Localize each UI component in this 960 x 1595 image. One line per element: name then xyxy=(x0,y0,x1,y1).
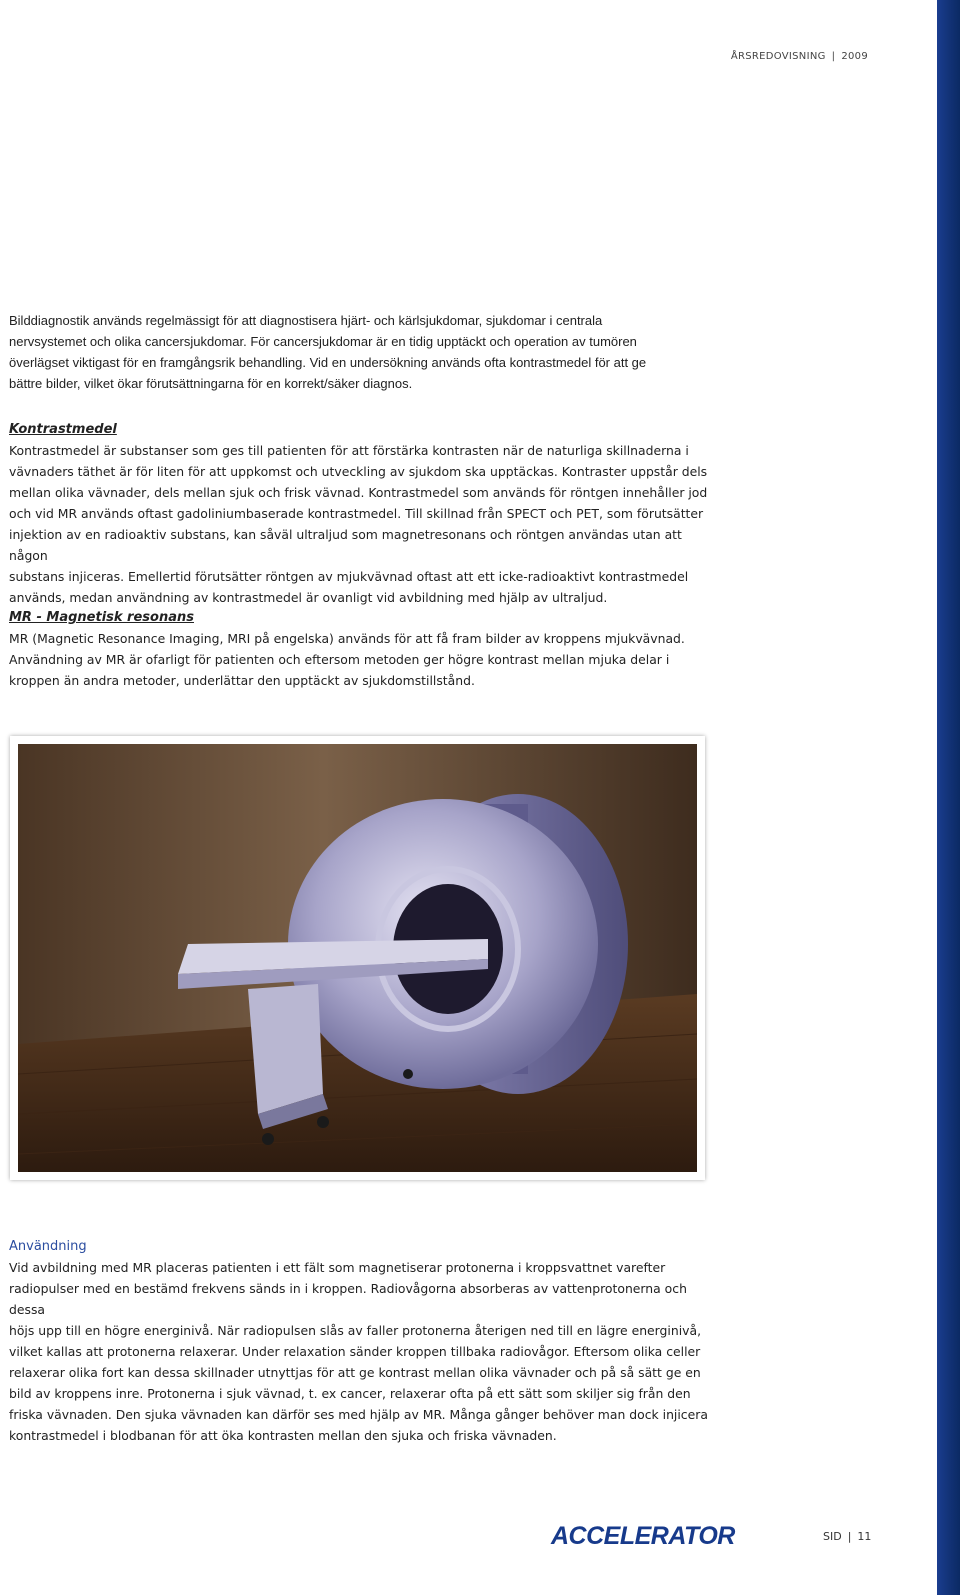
page-number: 11 xyxy=(857,1530,872,1543)
anvandning-line: radiopulser med en bestämd frekvens sänds in i kroppen. Radiovågorna absorberas av vattenprotonerna och dessa xyxy=(9,1281,687,1317)
anvandning-section xyxy=(9,1236,709,1446)
kontrastmedel-line: injektion av en radioaktiv substans, kan såväl ultraljud som magnetresonans och röntgen användas utan att någon xyxy=(9,527,682,563)
intro-paragraph xyxy=(9,310,709,394)
anvandning-heading: Användning xyxy=(9,1239,87,1254)
mri-scanner-photo xyxy=(18,744,697,1172)
intro-line: Bilddiagnostik används regelmässigt för att diagnostisera hjärt- och kärlsjukdomar, sjukdomar i centrala xyxy=(9,313,603,328)
page-label: SID xyxy=(823,1530,842,1543)
kontrastmedel-line: mellan olika vävnader, dels mellan sjuk och frisk vävnad. Kontrastmedel som används för röntgen innehåller jod xyxy=(9,485,708,500)
report-year: 2009 xyxy=(841,51,868,62)
anvandning-line: relaxerar olika fort kan dessa skillnader utnyttjas för att ge kontrast mellan olika vävnader och på så sätt ge en xyxy=(9,1365,701,1380)
mr-line: kroppen än andra metoder, underlättar den upptäckt av sjukdomstillstånd. xyxy=(9,673,475,688)
brand-logo: ACCELERATOR xyxy=(551,1522,735,1550)
anvandning-line: höjs upp till en högre energinivå. När radiopulsen slås av faller protonerna återigen ned till en lägre energinivå, xyxy=(9,1323,702,1338)
kontrastmedel-section xyxy=(9,419,709,608)
anvandning-line: Vid avbildning med MR placeras patienten i ett fält som magnetiserar protonerna i kroppsvattnet varefter xyxy=(9,1260,666,1275)
running-header xyxy=(731,51,868,62)
kontrastmedel-line: substans injiceras. Emellertid förutsätter röntgen av mjukvävnad oftast att ett icke-radioaktivt kontrastmedel xyxy=(9,569,689,584)
anvandning-line: kontrastmedel i blodbanan för att öka kontrasten mellan den sjuka och friska vävnaden. xyxy=(9,1428,557,1443)
page-number-footer xyxy=(823,1530,871,1543)
page-separator: | xyxy=(847,1530,852,1543)
side-color-bar xyxy=(937,0,960,1595)
header-separator: | xyxy=(831,51,836,62)
mr-line: Användning av MR är ofarligt för patienten och eftersom metoden ger högre kontrast mellan mjuka delar i xyxy=(9,652,670,667)
kontrastmedel-heading: Kontrastmedel xyxy=(9,422,117,437)
mri-photo-frame xyxy=(10,736,705,1180)
kontrastmedel-line: vävnaders täthet är för liten för att uppkomst och utveckling av sjukdom ska upptäckas. Kontraster uppstår dels xyxy=(9,464,708,479)
kontrastmedel-line: och vid MR används oftast gadoliniumbaserade kontrastmedel. Till skillnad från SPECT och PET, som förutsätter xyxy=(9,506,704,521)
kontrastmedel-line: Kontrastmedel är substanser som ges till patienten för att förstärka kontrasten när de naturliga skillnaderna i xyxy=(9,443,689,458)
intro-line: bättre bilder, vilket ökar förutsättningarna för en korrekt/säker diagnos. xyxy=(9,376,413,391)
mr-line: MR (Magnetic Resonance Imaging, MRI på engelska) används för att få fram bilder av kroppens mjukvävnad. xyxy=(9,631,685,646)
intro-line: nervsystemet och olika cancersjukdomar. För cancersjukdomar är en tidig upptäckt och operation av tumören xyxy=(9,334,637,349)
kontrastmedel-line: används, medan användning av kontrastmedel är ovanligt vid avbildning med hjälp av ultraljud. xyxy=(9,590,608,605)
anvandning-line: vilket kallas att protonerna relaxerar. Under relaxation sänder kroppen tillbaka radiovågor. Eftersom olika celler xyxy=(9,1344,701,1359)
anvandning-line: friska vävnaden. Den sjuka vävnaden kan därför ses med hjälp av MR. Många gånger behöver man dock injicera xyxy=(9,1407,708,1422)
report-label: ÅRSREDOVISNING xyxy=(730,51,826,62)
intro-line: överlägset viktigast för en framgångsrik behandling. Vid en undersökning används ofta kontrastmedel för att ge xyxy=(9,355,647,370)
mr-section xyxy=(9,607,709,691)
anvandning-line: bild av kroppens inre. Protonerna i sjuk vävnad, t. ex cancer, relaxerar ofta på ett sätt som skiljer sig från den xyxy=(9,1386,691,1401)
mr-heading: MR - Magnetisk resonans xyxy=(9,610,194,625)
